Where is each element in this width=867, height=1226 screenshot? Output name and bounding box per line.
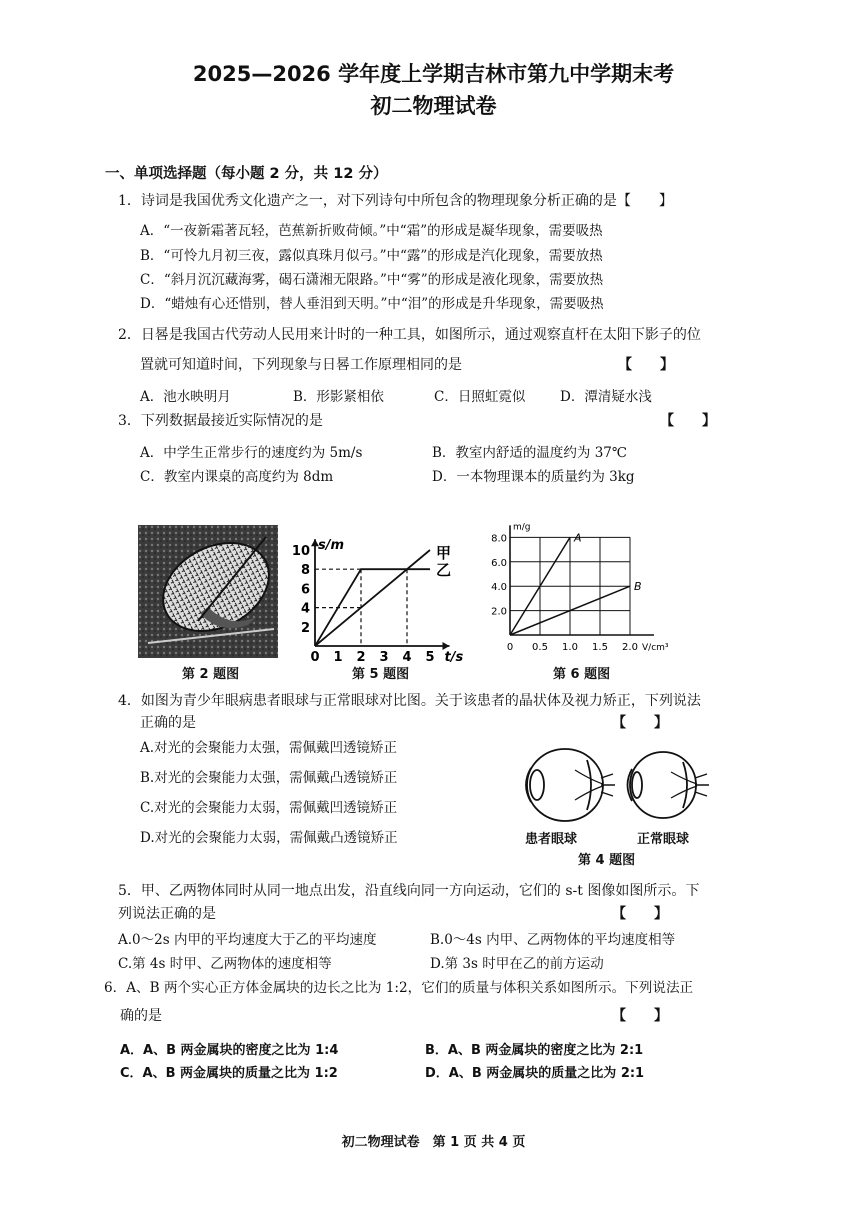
question-3-bracket: 【 】 [660, 413, 716, 429]
x-tick-label: 0 [506, 642, 514, 653]
figure-6-caption: 第 6 题图 [553, 667, 611, 682]
x-tick-label: 5 [425, 650, 435, 665]
series-label: A [574, 531, 582, 545]
question-5-bracket: 【 】 [612, 906, 668, 922]
y-tick-label: 4 [300, 601, 310, 617]
y-tick-label: 6.0 [491, 557, 507, 569]
x-tick-label: 4 [402, 650, 412, 665]
question-1-option-d: D．“蜡烛有心还惜别，替人垂泪到天明。”中“泪”的形成是升华现象，需要吸热 [140, 296, 604, 312]
x-tick-label: 0 [310, 650, 320, 665]
question-2-option-a: A．池水映明月 [140, 389, 231, 405]
question-6-bracket: 【 】 [612, 1008, 668, 1024]
x-tick-label: 3 [379, 650, 389, 665]
figure-5-caption: 第 5 题图 [352, 667, 410, 682]
x-axis-label: t/s [444, 650, 464, 665]
question-6-option-c: C．A、B 两金属块的质量之比为 1:2 [120, 1066, 338, 1081]
x-tick-label: 1 [333, 650, 343, 665]
exam-subtitle: 初二物理试卷 [370, 94, 497, 118]
question-5-option-b: B.0～4s 内甲、乙两物体的平均速度相等 [430, 932, 676, 948]
question-4-option-c: C.对光的会聚能力太弱，需佩戴凹透镜矫正 [140, 800, 398, 816]
eye-normal-label: 正常眼球 [637, 832, 690, 847]
chart-fig5 [290, 498, 480, 668]
question-2-option-d: D．潭清疑水浅 [560, 389, 652, 405]
question-6-option-a: A．A、B 两金属块的密度之比为 1:4 [120, 1043, 339, 1058]
y-tick-label: 10 [291, 544, 310, 559]
y-tick-label: 8.0 [491, 533, 507, 545]
series-label: B [634, 580, 642, 594]
question-2-stem: 2．日晷是我国古代劳动人民用来计时的一种工具，如图所示，通过观察直杆在太阳下影子的位 [118, 327, 701, 343]
question-4-stem-line2: 正确的是 [140, 715, 196, 731]
chart-fig6 [482, 505, 669, 665]
series-line-jia [315, 550, 430, 646]
question-4-option-d: D.对光的会聚能力太弱，需佩戴凸透镜矫正 [140, 830, 398, 846]
x-axis-arrow [443, 642, 450, 650]
question-5-option-a: A.0～2s 内甲的平均速度大于乙的平均速度 [118, 932, 377, 948]
question-5-stem-line2: 列说法正确的是 [118, 906, 216, 922]
eye-patient-label: 患者眼球 [525, 832, 578, 847]
patient-eye [526, 749, 615, 821]
question-1-option-c: C．“斜月沉沉藏海雾，碣石潇湘无限路。”中“雾”的形成是液化现象，需要放热 [140, 272, 604, 288]
question-4-option-b: B.对光的会聚能力太强，需佩戴凸透镜矫正 [140, 770, 398, 786]
x-tick-label: 1.0 [562, 642, 578, 653]
x-tick-label: 2.0 [622, 642, 638, 653]
eye-diagrams [515, 740, 715, 834]
question-2-option-c: C．日照虹霓似 [434, 389, 526, 405]
question-6-stem-line2: 确的是 [120, 1008, 162, 1024]
question-6-option-d: D．A、B 两金属块的质量之比为 2:1 [425, 1066, 645, 1081]
question-3-option-c: C．教室内课桌的高度约为 8dm [140, 469, 334, 485]
chart-fig6-svg [482, 505, 669, 661]
question-1-option-b: B．“可怜九月初三夜，露似真珠月似弓。”中“露”的形成是汽化现象，需要放热 [140, 248, 603, 264]
question-4-bracket: 【 】 [612, 715, 668, 731]
question-2-bracket: 【 】 [618, 357, 674, 373]
question-2-stem-line2: 置就可知道时间，下列现象与日晷工作原理相同的是 [140, 357, 462, 373]
question-3-option-d: D．一本物理课本的质量约为 3kg [432, 469, 635, 485]
y-tick-label: 4.0 [491, 582, 507, 594]
x-tick-label: 0.5 [532, 642, 548, 653]
question-5-stem: 5．甲、乙两物体同时从同一地点出发，沿直线向同一方向运动，它们的 s-t 图像如图所示。下 [118, 883, 700, 899]
y-tick-label: 2.0 [491, 606, 507, 618]
question-1-option-a: A．“一夜新霜著瓦轻，芭蕉新折败荷倾。”中“霜”的形成是凝华现象，需要吸热 [140, 223, 603, 239]
question-4-option-a: A.对光的会聚能力太强，需佩戴凹透镜矫正 [140, 740, 398, 756]
question-3-option-a: A．中学生正常步行的速度约为 5m/s [140, 445, 363, 461]
y-axis-label: s/m [318, 538, 345, 554]
y-axis-label: m/g [513, 522, 531, 533]
normal-eye [628, 752, 710, 818]
question-1-stem: 1．诗词是我国优秀文化遗产之一，对下列诗句中所包含的物理现象分析正确的是【 】 [118, 193, 673, 209]
section-heading: 一、单项选择题（每小题 2 分，共 12 分） [105, 166, 388, 182]
question-5-option-d: D.第 3s 时甲在乙的前方运动 [430, 956, 604, 972]
y-tick-label: 2 [300, 620, 310, 636]
series-label: 乙 [436, 561, 452, 580]
x-axis-label: V/cm³ [642, 643, 669, 653]
question-4-stem: 4．如图为青少年眼病患者眼球与正常眼球对比图。关于该患者的晶状体及视力矫正，下列说法 [118, 693, 701, 709]
series-label: 甲 [436, 544, 452, 562]
question-6-stem: 6．A、B 两个实心正方体金属块的边长之比为 1:2，它们的质量与体积关系如图所示。下列说法正 [104, 980, 694, 996]
figure-2-caption: 第 2 题图 [182, 667, 240, 682]
question-3-stem: 3．下列数据最接近实际情况的是 [118, 413, 323, 429]
x-tick-label: 2 [356, 650, 366, 665]
x-tick-label: 1.5 [592, 642, 608, 653]
y-tick-label: 6 [300, 582, 310, 598]
question-2-option-b: B．形影紧相依 [293, 389, 384, 405]
y-tick-label: 8 [300, 563, 310, 579]
question-3-option-b: B．教室内舒适的温度约为 37℃ [432, 445, 627, 461]
chart-fig5-svg [290, 498, 480, 664]
sundial-photo [138, 525, 278, 658]
question-6-option-b: B．A、B 两金属块的密度之比为 2:1 [425, 1043, 644, 1058]
exam-title: 2025—2026 学年度上学期吉林市第九中学期末考 [192, 62, 675, 86]
question-5-option-c: C.第 4s 时甲、乙两物体的速度相等 [118, 956, 332, 972]
page-footer: 初二物理试卷 第 1 页 共 4 页 [341, 1135, 526, 1150]
figure-4-caption: 第 4 题图 [578, 853, 636, 868]
